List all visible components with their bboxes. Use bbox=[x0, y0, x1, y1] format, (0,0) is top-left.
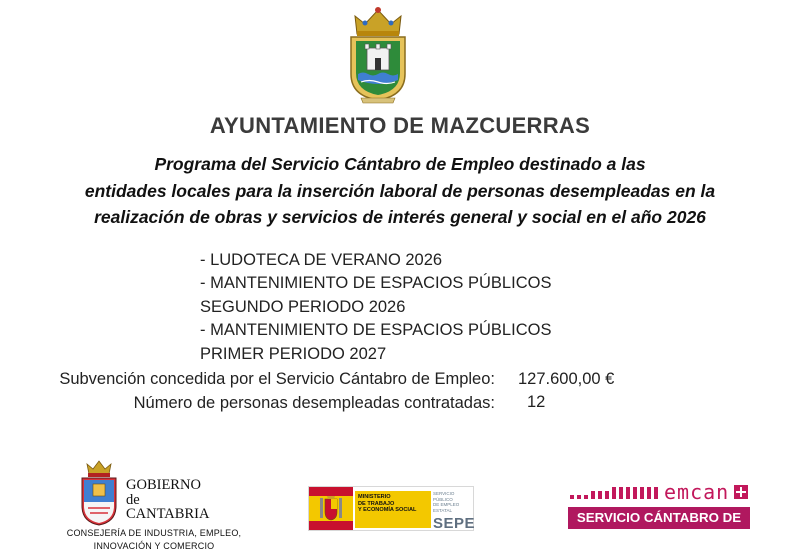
cantabria-line: CANTABRIA bbox=[126, 506, 210, 522]
program-line: Programa del Servicio Cántabro de Empleo destinado a las bbox=[154, 154, 646, 174]
project-item: - MANTENIMIENTO DE ESPACIOS PÚBLICOS SEGUNDO PERIODO 2026 bbox=[200, 274, 552, 316]
people-value: 12 bbox=[527, 393, 546, 411]
sepe-subtitle: DE EMPLEO ESTATAL bbox=[433, 502, 460, 513]
emcan-logo bbox=[568, 480, 750, 547]
department-line: CONSEJERÍA DE INDUSTRIA, EMPLEO, bbox=[66, 528, 242, 538]
project-item: - MANTENIMIENTO DE ESPACIOS PÚBLICOS PRIMER PERIODO 2027 bbox=[200, 321, 552, 363]
page-title: AYUNTAMIENTO DE MAZCUERRAS bbox=[209, 113, 591, 138]
gobierno-cantabria-logo bbox=[80, 460, 260, 535]
spain-arms-icon bbox=[319, 495, 343, 522]
cantabria-department bbox=[64, 527, 244, 552]
sepe-wordmark bbox=[433, 491, 476, 532]
emcan-word: emcan bbox=[664, 480, 730, 504]
program-line: entidades locales para la inserción laboral de personas desempleadas en la bbox=[84, 180, 716, 201]
project-item: - LUDOTECA DE VERANO 2026 bbox=[200, 251, 443, 269]
mazcuerras-coat-of-arms-icon bbox=[343, 4, 413, 104]
cantabria-wordmark bbox=[126, 478, 209, 522]
sepe-subtitle: SERVICIO PÚBLICO bbox=[433, 491, 455, 502]
ministry-line: Y ECONOMÍA SOCIAL bbox=[358, 507, 417, 514]
emcan-banner: SERVICIO CÁNTABRO DE EMPLEO bbox=[568, 507, 750, 529]
sepe-logo bbox=[308, 486, 474, 531]
cantabria-shield-icon bbox=[80, 460, 118, 526]
program-line: realización de obras y servicios de interés general y social en el año 2026 bbox=[94, 207, 706, 227]
subsidy-value: 127.600,00 € bbox=[518, 370, 615, 388]
spain-flag-icon bbox=[309, 487, 353, 530]
project-list bbox=[200, 249, 551, 366]
ministry-line: DE TRABAJO bbox=[358, 500, 395, 507]
program-description bbox=[20, 151, 780, 231]
sepe-word: SEPE bbox=[433, 515, 476, 532]
ministry-name bbox=[355, 491, 431, 528]
people-label: Número de personas desempleadas contratadas: bbox=[133, 394, 495, 412]
cantabria-line: de bbox=[126, 491, 140, 508]
subsidy-label: Subvención concedida por el Servicio Cántabro de Empleo: bbox=[59, 370, 495, 388]
ministry-line: MINISTERIO bbox=[358, 494, 391, 500]
department-line: INNOVACIÓN Y COMERCIO bbox=[93, 540, 215, 551]
cantabria-line: GOBIERNO bbox=[126, 477, 201, 493]
